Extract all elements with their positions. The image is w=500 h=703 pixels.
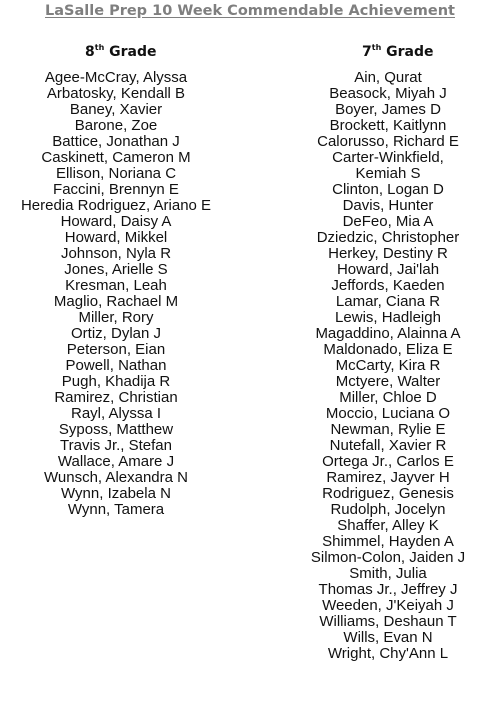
student-name: Weeden, J'Keiyah J	[322, 597, 454, 614]
student-name: Kresman, Leah	[65, 277, 167, 294]
student-name: Shimmel, Hayden A	[322, 533, 454, 550]
grade-8-heading	[85, 43, 157, 60]
student-name: Jones, Arielle S	[64, 261, 168, 278]
student-name: Agee-McCray, Alyssa	[44, 69, 188, 86]
student-name: Arbatosky, Kendall B	[46, 85, 186, 102]
student-name: Miller, Chloe D	[339, 389, 437, 406]
grade-8-number: 8	[85, 44, 95, 60]
student-name: Jeffords, Kaeden	[331, 277, 445, 294]
grade-8-name-list	[0, 70, 232, 518]
student-name: Barone, Zoe	[74, 117, 158, 134]
student-name: Magaddino, Alainna A	[315, 325, 461, 342]
student-name: Ain, Qurat	[354, 69, 422, 86]
student-name: Carter-Winkfield,	[332, 149, 444, 166]
student-name: Heredia Rodriguez, Ariano E	[20, 197, 212, 214]
student-name: Wallace, Amare J	[57, 453, 175, 470]
student-name: Ellison, Noriana C	[55, 165, 177, 182]
student-name: Caskinett, Cameron M	[41, 149, 191, 166]
grade-8-word: Grade	[109, 44, 157, 60]
student-name: Wynn, Izabela N	[61, 485, 171, 502]
student-name: DeFeo, Mia A	[342, 213, 434, 230]
student-name: Clinton, Logan D	[332, 181, 444, 198]
student-name: Maldonado, Eliza E	[323, 341, 453, 358]
grade-7-suffix: th	[371, 43, 382, 52]
student-name: Thomas Jr., Jeffrey J	[318, 581, 458, 598]
student-name: Rayl, Alyssa I	[70, 405, 162, 422]
student-name: Ortega Jr., Carlos E	[322, 453, 454, 470]
grade-8-suffix: th	[94, 43, 105, 52]
grade-7-number: 7	[362, 44, 372, 60]
student-name: Baney, Xavier	[69, 101, 163, 118]
student-name: Rodriguez, Genesis	[322, 485, 454, 502]
student-name: McCarty, Kira R	[335, 357, 441, 374]
student-name: Beasock, Miyah J	[329, 85, 447, 102]
student-name: Howard, Jai'lah	[336, 261, 440, 278]
student-name: Silmon-Colon, Jaiden J	[310, 549, 466, 566]
student-name: Shaffer, Alley K	[337, 517, 439, 534]
student-name: Davis, Hunter	[342, 197, 434, 214]
student-name: Mctyere, Walter	[335, 373, 441, 390]
student-name: Kemiah S	[355, 165, 421, 182]
student-name: Wills, Evan N	[343, 629, 433, 646]
student-name: Syposs, Matthew	[58, 421, 174, 438]
grade-7-heading	[362, 43, 434, 60]
student-name: Calorusso, Richard E	[317, 133, 459, 150]
student-name: Rudolph, Jocelyn	[330, 501, 446, 518]
student-name: Faccini, Brennyn E	[53, 181, 179, 198]
student-name: Lewis, Hadleigh	[335, 309, 441, 326]
student-name: Johnson, Nyla R	[60, 245, 172, 262]
student-name: Moccio, Luciana O	[325, 405, 451, 422]
student-name: Travis Jr., Stefan	[60, 437, 172, 454]
student-name: Howard, Mikkel	[64, 229, 168, 246]
student-name: Powell, Nathan	[65, 357, 167, 374]
student-name: Williams, Deshaun T	[319, 613, 457, 630]
student-name: Newman, Rylie E	[330, 421, 446, 438]
student-name: Miller, Rory	[78, 309, 154, 326]
student-name: Battice, Jonathan J	[52, 133, 180, 150]
student-name: Ramirez, Christian	[54, 389, 178, 406]
grade-7-word: Grade	[386, 44, 434, 60]
student-name: Wunsch, Alexandra N	[44, 469, 188, 486]
student-name: Boyer, James D	[335, 101, 441, 118]
student-name: Howard, Daisy A	[60, 213, 172, 230]
student-name: Lamar, Ciana R	[335, 293, 441, 310]
student-name: Smith, Julia	[349, 565, 427, 582]
student-name: Nutefall, Xavier R	[329, 437, 447, 454]
student-name: Peterson, Eian	[66, 341, 166, 358]
student-name: Pugh, Khadija R	[61, 373, 171, 390]
student-name: Herkey, Destiny R	[328, 245, 448, 262]
document-title: LaSalle Prep 10 Week Commendable Achievement	[45, 3, 455, 19]
student-name: Maglio, Rachael M	[53, 293, 179, 310]
student-name: Wynn, Tamera	[67, 501, 165, 518]
student-name: Wright, Chy'Ann L	[327, 645, 449, 662]
student-name: Ramirez, Jayver H	[326, 469, 450, 486]
student-name: Ortiz, Dylan J	[70, 325, 161, 342]
grade-7-name-list	[272, 70, 500, 662]
student-name: Dziedzic, Christopher	[316, 229, 460, 246]
student-name: Brockett, Kaitlynn	[329, 117, 447, 134]
